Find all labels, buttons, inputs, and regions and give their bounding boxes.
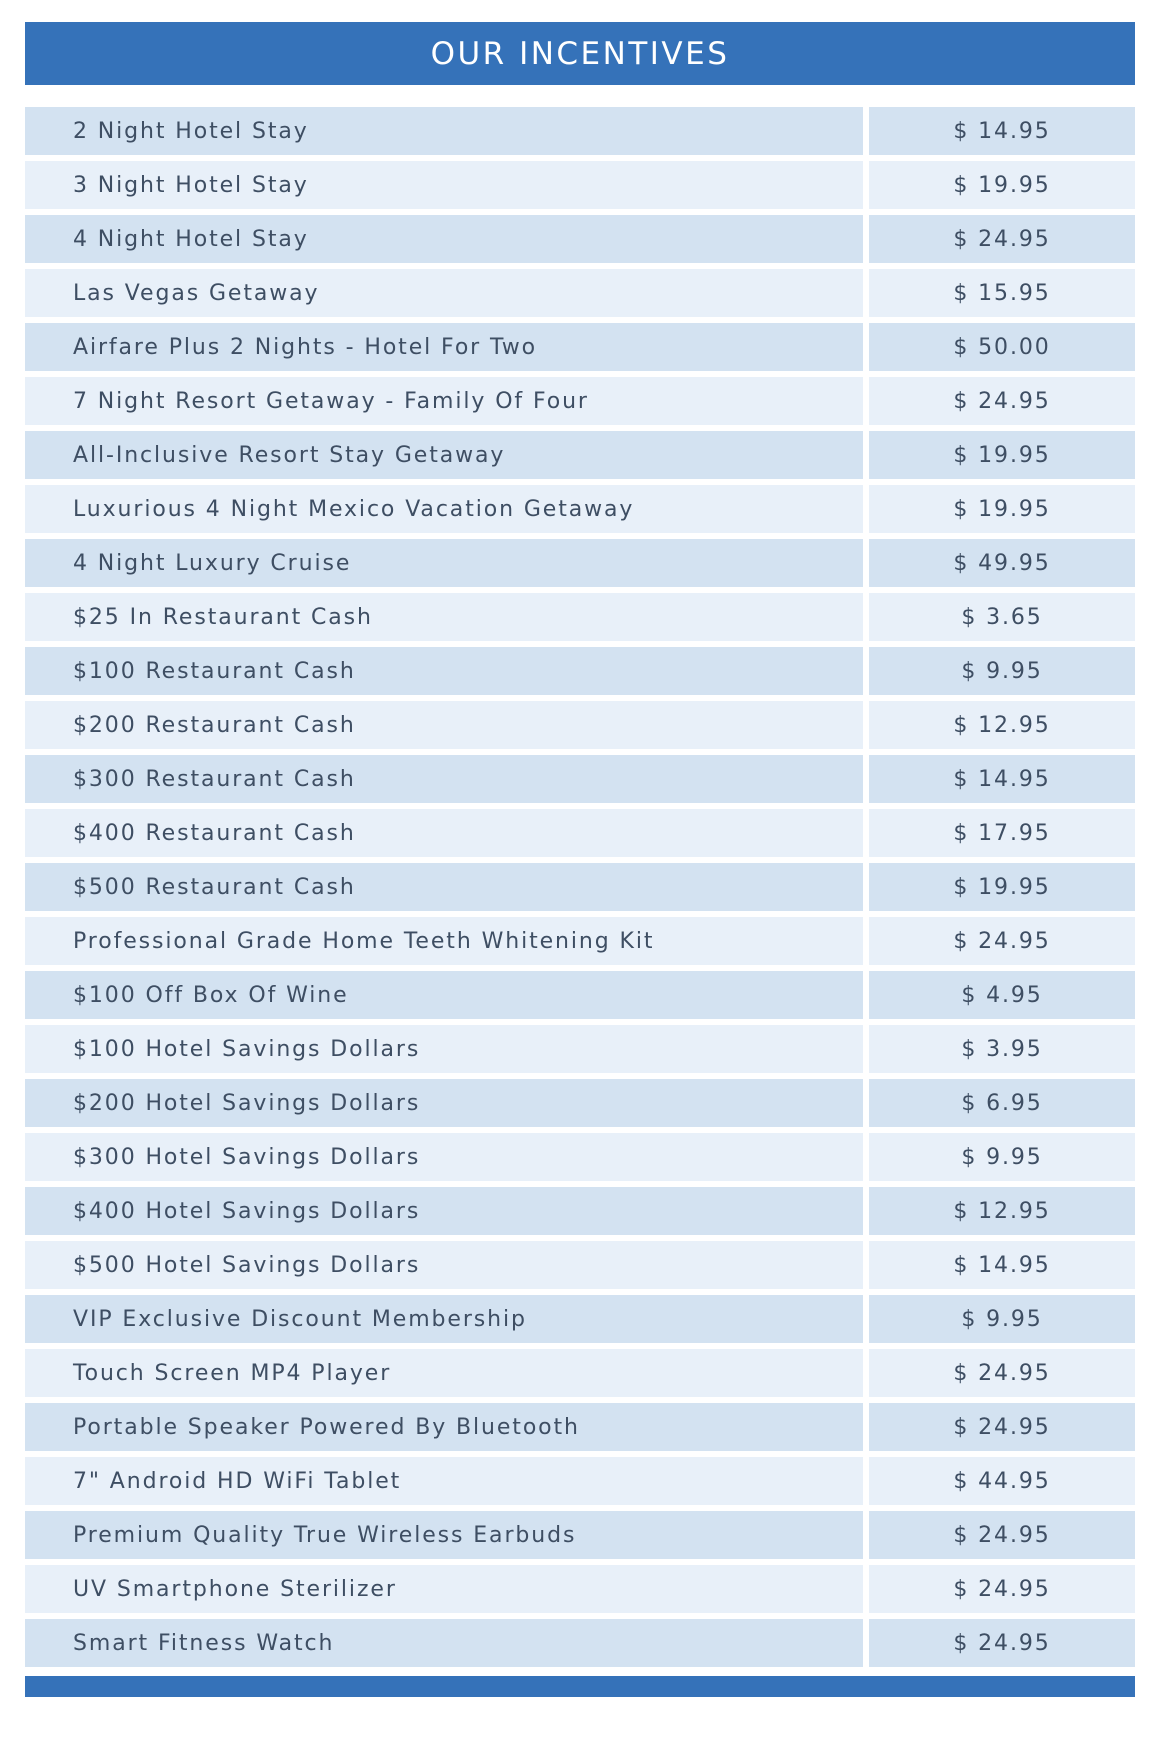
incentive-name: $100 Off Box Of Wine <box>25 971 863 1019</box>
incentive-price: $ 9.95 <box>869 1133 1135 1181</box>
incentive-price: $ 24.95 <box>869 1619 1135 1667</box>
incentive-price: $ 24.95 <box>869 917 1135 965</box>
incentive-price: $ 15.95 <box>869 269 1135 317</box>
incentive-price: $ 9.95 <box>869 647 1135 695</box>
incentive-name: All-Inclusive Resort Stay Getaway <box>25 431 863 479</box>
incentive-name: $100 Restaurant Cash <box>25 647 863 695</box>
incentive-row <box>25 539 1135 587</box>
incentive-price: $ 12.95 <box>869 1187 1135 1235</box>
incentive-row <box>25 1187 1135 1235</box>
incentive-name: 7 Night Resort Getaway - Family Of Four <box>25 377 863 425</box>
incentive-row <box>25 377 1135 425</box>
incentive-price: $ 44.95 <box>869 1457 1135 1505</box>
incentive-name: VIP Exclusive Discount Membership <box>25 1295 863 1343</box>
incentive-name: Premium Quality True Wireless Earbuds <box>25 1511 863 1559</box>
incentive-name: Portable Speaker Powered By Bluetooth <box>25 1403 863 1451</box>
incentive-row <box>25 917 1135 965</box>
incentive-name: $400 Restaurant Cash <box>25 809 863 857</box>
incentive-price: $ 3.95 <box>869 1025 1135 1073</box>
incentive-name: $500 Hotel Savings Dollars <box>25 1241 863 1289</box>
incentive-price: $ 24.95 <box>869 215 1135 263</box>
incentive-price: $ 9.95 <box>869 1295 1135 1343</box>
incentive-row <box>25 1349 1135 1397</box>
incentive-price: $ 24.95 <box>869 1565 1135 1613</box>
incentive-price: $ 3.65 <box>869 593 1135 641</box>
incentives-header <box>25 22 1135 85</box>
incentive-row <box>25 431 1135 479</box>
incentive-price: $ 17.95 <box>869 809 1135 857</box>
incentive-row <box>25 269 1135 317</box>
incentives-table <box>25 107 1135 1667</box>
incentive-name: 7" Android HD WiFi Tablet <box>25 1457 863 1505</box>
incentive-name: 4 Night Hotel Stay <box>25 215 863 263</box>
incentive-price: $ 14.95 <box>869 1241 1135 1289</box>
incentive-row <box>25 809 1135 857</box>
incentive-price: $ 19.95 <box>869 863 1135 911</box>
incentive-price: $ 6.95 <box>869 1079 1135 1127</box>
incentive-name: $25 In Restaurant Cash <box>25 593 863 641</box>
incentive-row <box>25 701 1135 749</box>
incentive-row <box>25 1241 1135 1289</box>
incentive-row <box>25 863 1135 911</box>
footer-bar <box>25 1676 1135 1697</box>
incentive-price: $ 24.95 <box>869 1511 1135 1559</box>
incentive-name: Luxurious 4 Night Mexico Vacation Getaway <box>25 485 863 533</box>
incentive-row <box>25 1511 1135 1559</box>
incentive-name: 4 Night Luxury Cruise <box>25 539 863 587</box>
incentive-price: $ 49.95 <box>869 539 1135 587</box>
incentive-name: Airfare Plus 2 Nights - Hotel For Two <box>25 323 863 371</box>
incentive-row <box>25 107 1135 155</box>
incentive-price: $ 4.95 <box>869 971 1135 1019</box>
incentive-price: $ 12.95 <box>869 701 1135 749</box>
incentive-name: $200 Restaurant Cash <box>25 701 863 749</box>
incentive-row <box>25 1565 1135 1613</box>
incentive-row <box>25 1457 1135 1505</box>
incentive-name: $300 Restaurant Cash <box>25 755 863 803</box>
incentive-row <box>25 323 1135 371</box>
incentive-price: $ 14.95 <box>869 107 1135 155</box>
incentive-row <box>25 1295 1135 1343</box>
incentive-name: 2 Night Hotel Stay <box>25 107 863 155</box>
incentive-row <box>25 1619 1135 1667</box>
incentive-row <box>25 215 1135 263</box>
incentive-price: $ 19.95 <box>869 161 1135 209</box>
incentive-price: $ 50.00 <box>869 323 1135 371</box>
incentive-name: Smart Fitness Watch <box>25 1619 863 1667</box>
incentive-name: Professional Grade Home Teeth Whitening Kit <box>25 917 863 965</box>
incentive-name: $400 Hotel Savings Dollars <box>25 1187 863 1235</box>
incentive-row <box>25 1025 1135 1073</box>
incentive-row <box>25 755 1135 803</box>
incentive-row <box>25 1079 1135 1127</box>
incentive-name: Touch Screen MP4 Player <box>25 1349 863 1397</box>
incentive-name: $500 Restaurant Cash <box>25 863 863 911</box>
incentive-row <box>25 485 1135 533</box>
incentive-row <box>25 1403 1135 1451</box>
incentives-page <box>25 22 1135 1697</box>
incentive-price: $ 24.95 <box>869 1403 1135 1451</box>
incentive-name: $200 Hotel Savings Dollars <box>25 1079 863 1127</box>
incentive-price: $ 24.95 <box>869 377 1135 425</box>
incentive-name: $300 Hotel Savings Dollars <box>25 1133 863 1181</box>
incentive-row <box>25 1133 1135 1181</box>
incentive-name: 3 Night Hotel Stay <box>25 161 863 209</box>
incentive-row <box>25 161 1135 209</box>
incentive-price: $ 19.95 <box>869 485 1135 533</box>
page-title: OUR INCENTIVES <box>430 35 730 72</box>
incentive-price: $ 24.95 <box>869 1349 1135 1397</box>
incentive-row <box>25 647 1135 695</box>
incentive-price: $ 19.95 <box>869 431 1135 479</box>
incentive-name: Las Vegas Getaway <box>25 269 863 317</box>
incentive-row <box>25 971 1135 1019</box>
incentive-price: $ 14.95 <box>869 755 1135 803</box>
incentive-row <box>25 593 1135 641</box>
incentive-name: UV Smartphone Sterilizer <box>25 1565 863 1613</box>
incentive-name: $100 Hotel Savings Dollars <box>25 1025 863 1073</box>
